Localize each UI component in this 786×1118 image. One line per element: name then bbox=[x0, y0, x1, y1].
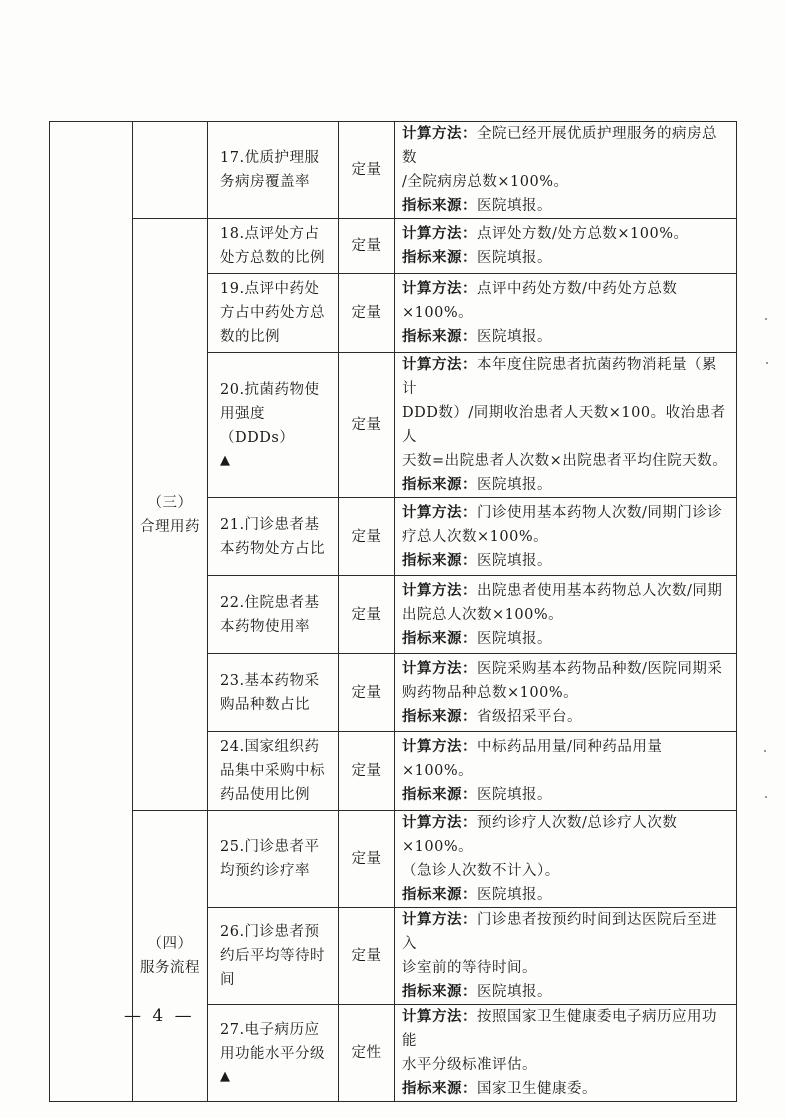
method-label: 计算方法： bbox=[402, 503, 477, 521]
indicator-name: 18.点评处方占 处方总数的比例 bbox=[208, 219, 339, 274]
indicator-description: 计算方法：点评中药处方数/中药处方总数×100%。 指标来源：医院填报。 bbox=[395, 274, 737, 353]
level1-category-cell bbox=[50, 122, 133, 1102]
indicator-type: 定量 bbox=[339, 219, 395, 274]
method-label: 计算方法： bbox=[402, 814, 477, 831]
page-number: — 4 — bbox=[124, 1006, 195, 1026]
indicator-type: 定量 bbox=[339, 353, 395, 498]
method-label: 计算方法： bbox=[402, 125, 477, 142]
indicator-name: 19.点评中药处 方占中药处方总 数的比例 bbox=[208, 274, 339, 353]
table-row bbox=[50, 219, 737, 274]
method-label: 计算方法： bbox=[402, 581, 477, 599]
indicator-type: 定量 bbox=[339, 274, 395, 353]
indicator-description: 计算方法：点评处方数/处方总数×100%。 指标来源：医院填报。 bbox=[395, 219, 737, 274]
indicator-description: 计算方法：本年度住院患者抗菌药物消耗量（累计 DDD数）/同期收治患者人天数×100。收治患者人 天数=出院患者人次数×出院患者平均住院天数。 指标来源：医院填报。 bbox=[395, 353, 737, 498]
source-label: 指标来源： bbox=[402, 983, 477, 1000]
indicator-name: 24.国家组织药 品集中采购中标 药品使用比例 bbox=[208, 732, 339, 811]
indicator-type: 定量 bbox=[339, 811, 395, 908]
source-label: 指标来源： bbox=[402, 551, 477, 569]
indicator-description: 计算方法：预约诊疗人次数/总诊疗人次数×100%。 （急诊人次数不计入）。 指标来源：医院填报。 bbox=[395, 811, 737, 908]
category-rational-drug-use: （三） 合理用药 bbox=[133, 219, 208, 811]
table-row bbox=[50, 811, 737, 908]
indicator-name: 17.优质护理服 务病房覆盖率 bbox=[208, 122, 339, 219]
indicator-type: 定量 bbox=[339, 576, 395, 654]
level2-category-cell bbox=[133, 122, 208, 219]
source-label: 指标来源： bbox=[402, 1080, 477, 1097]
source-label: 指标来源： bbox=[402, 786, 477, 803]
method-label: 计算方法： bbox=[402, 356, 477, 373]
method-label: 计算方法： bbox=[402, 659, 477, 677]
indicator-name: 26.门诊患者预 约后平均等待时 间 bbox=[208, 908, 339, 1005]
indicator-type: 定量 bbox=[339, 122, 395, 219]
table-row bbox=[50, 122, 737, 219]
indicator-name: 27.电子病历应 用功能水平分级 ▲ bbox=[208, 1005, 339, 1102]
source-label: 指标来源： bbox=[402, 328, 477, 345]
indicator-table bbox=[49, 121, 737, 1102]
scan-speck bbox=[766, 362, 768, 364]
indicator-description: 计算方法：门诊患者按预约时间到达医院后至进入 诊室前的等待时间。 指标来源：医院填报。 bbox=[395, 908, 737, 1005]
method-label: 计算方法： bbox=[402, 1008, 477, 1025]
indicator-type: 定量 bbox=[339, 908, 395, 1005]
method-label: 计算方法： bbox=[402, 225, 477, 242]
indicator-description: 计算方法：出院患者使用基本药物总人次数/同期 出院总人次数×100%。 指标来源：医院填报。 bbox=[395, 576, 737, 654]
source-label: 指标来源： bbox=[402, 197, 477, 214]
source-label: 指标来源： bbox=[402, 249, 477, 266]
indicator-description: 计算方法：门诊使用基本药物人次数/同期门诊诊 疗总人次数×100%。 指标来源：医院填报。 bbox=[395, 498, 737, 576]
scan-speck bbox=[764, 750, 766, 752]
scan-speck bbox=[765, 318, 767, 320]
indicator-description: 计算方法：中标药品用量/同种药品用量×100%。 指标来源：医院填报。 bbox=[395, 732, 737, 811]
method-label: 计算方法： bbox=[402, 280, 477, 297]
indicator-description: 计算方法：医院采购基本药物品种数/医院同期采 购药物品种总数×100%。 指标来源：省级招采平台。 bbox=[395, 654, 737, 732]
indicator-name: 25.门诊患者平 均预约诊疗率 bbox=[208, 811, 339, 908]
source-label: 指标来源： bbox=[402, 886, 477, 903]
source-label: 指标来源： bbox=[402, 629, 477, 647]
indicator-name: 21.门诊患者基 本药物处方占比 bbox=[208, 498, 339, 576]
method-label: 计算方法： bbox=[402, 738, 477, 755]
indicator-name: 20.抗菌药物使 用强度（DDDs） ▲ bbox=[208, 353, 339, 498]
source-label: 指标来源： bbox=[402, 707, 477, 725]
indicator-type: 定量 bbox=[339, 654, 395, 732]
key-indicator-triangle-icon: ▲ bbox=[220, 453, 231, 468]
category-service-process: （四） 服务流程 bbox=[133, 811, 208, 1102]
indicator-description: 计算方法：全院已经开展优质护理服务的病房总数 /全院病房总数×100%。 指标来源：医院填报。 bbox=[395, 122, 737, 219]
indicator-name: 23.基本药物采 购品种数占比 bbox=[208, 654, 339, 732]
method-label: 计算方法： bbox=[402, 911, 477, 928]
indicator-name: 22.住院患者基 本药物使用率 bbox=[208, 576, 339, 654]
scan-speck bbox=[765, 796, 767, 798]
source-label: 指标来源： bbox=[402, 476, 477, 493]
indicator-type: 定量 bbox=[339, 732, 395, 811]
indicator-description: 计算方法：按照国家卫生健康委电子病历应用功能 水平分级标准评估。 指标来源：国家卫生健康委。 bbox=[395, 1005, 737, 1102]
key-indicator-triangle-icon: ▲ bbox=[220, 1069, 231, 1084]
indicator-type: 定量 bbox=[339, 498, 395, 576]
indicator-type: 定性 bbox=[339, 1005, 395, 1102]
